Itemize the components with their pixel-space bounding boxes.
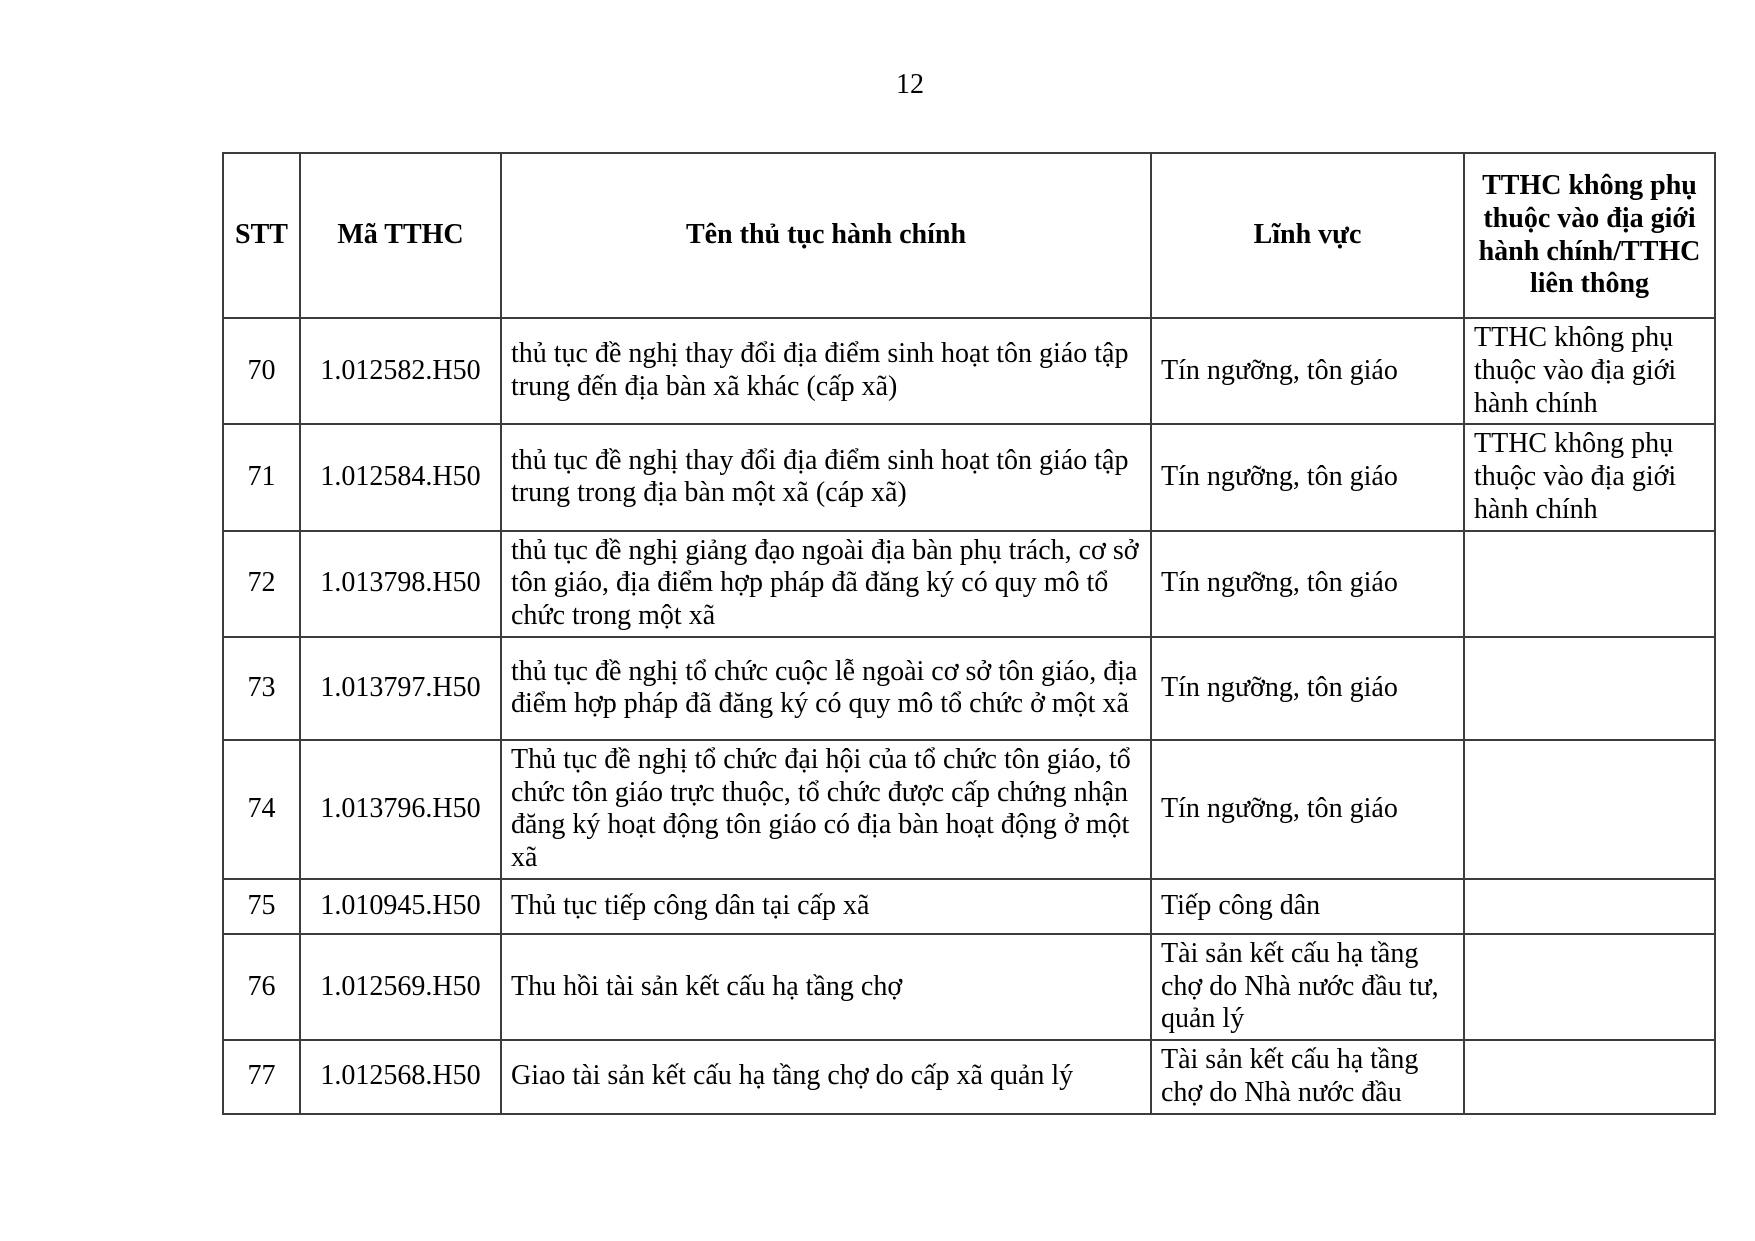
- cell-stt: 75: [223, 879, 300, 934]
- cell-tthc-note: [1464, 531, 1715, 637]
- cell-ma-tthc: 1.012584.H50: [300, 424, 501, 530]
- cell-ma-tthc: 1.013796.H50: [300, 740, 501, 879]
- cell-stt: 73: [223, 637, 300, 740]
- cell-linh-vuc: Tín ngưỡng, tôn giáo: [1151, 637, 1464, 740]
- table-row: [223, 637, 1715, 740]
- cell-ten-tthc: thủ tục đề nghị giảng đạo ngoài địa bàn phụ trách, cơ sở tôn giáo, địa điểm hợp pháp đã đăng ký có quy mô tổ chức trong một xã: [501, 531, 1151, 637]
- cell-ten-tthc: Thủ tục tiếp công dân tại cấp xã: [501, 879, 1151, 934]
- cell-ma-tthc: 1.013797.H50: [300, 637, 501, 740]
- cell-ma-tthc: 1.012582.H50: [300, 318, 501, 424]
- column-header-tthc-note: TTHC không phụ thuộc vào địa giới hành chính/TTHC liên thông: [1464, 153, 1715, 318]
- column-header-stt: STT: [223, 153, 300, 318]
- cell-tthc-note: [1464, 740, 1715, 879]
- cell-stt: 72: [223, 531, 300, 637]
- table-row: [223, 531, 1715, 637]
- cell-ten-tthc: Thủ tục đề nghị tổ chức đại hội của tổ chức tôn giáo, tổ chức tôn giáo trực thuộc, tổ chức được cấp chứng nhận đăng ký hoạt động tôn giáo có địa bàn hoạt động ở một xã: [501, 740, 1151, 879]
- cell-ten-tthc: thủ tục đề nghị thay đổi địa điểm sinh hoạt tôn giáo tập trung trong địa bàn một xã (cáp xã): [501, 424, 1151, 530]
- cell-tthc-note: [1464, 934, 1715, 1040]
- cell-tthc-note: TTHC không phụ thuộc vào địa giới hành chính: [1464, 424, 1715, 530]
- cell-linh-vuc: Tín ngưỡng, tôn giáo: [1151, 531, 1464, 637]
- cell-tthc-note: [1464, 1040, 1715, 1114]
- cell-stt: 77: [223, 1040, 300, 1114]
- cell-tthc-note: [1464, 637, 1715, 740]
- cell-ten-tthc: thủ tục đề nghị thay đổi địa điểm sinh hoạt tôn giáo tập trung đến địa bàn xã khác (cấp xã): [501, 318, 1151, 424]
- cell-stt: 74: [223, 740, 300, 879]
- column-header-ten-tthc: Tên thủ tục hành chính: [501, 153, 1151, 318]
- table-row: [223, 318, 1715, 424]
- cell-tthc-note: TTHC không phụ thuộc vào địa giới hành chính: [1464, 318, 1715, 424]
- cell-ten-tthc: Giao tài sản kết cấu hạ tầng chợ do cấp xã quản lý: [501, 1040, 1151, 1114]
- cell-stt: 76: [223, 934, 300, 1040]
- cell-linh-vuc: Tài sản kết cấu hạ tầng chợ do Nhà nước đầu tư, quản lý: [1151, 934, 1464, 1040]
- table-row: [223, 740, 1715, 879]
- cell-ma-tthc: 1.010945.H50: [300, 879, 501, 934]
- procedures-table: [222, 152, 1716, 1115]
- cell-linh-vuc: Tài sản kết cấu hạ tầng chợ do Nhà nước đầu: [1151, 1040, 1464, 1114]
- cell-stt: 71: [223, 424, 300, 530]
- cell-linh-vuc: Tín ngưỡng, tôn giáo: [1151, 424, 1464, 530]
- cell-tthc-note: [1464, 879, 1715, 934]
- cell-stt: 70: [223, 318, 300, 424]
- column-header-linh-vuc: Lĩnh vực: [1151, 153, 1464, 318]
- cell-linh-vuc: Tín ngưỡng, tôn giáo: [1151, 318, 1464, 424]
- cell-ten-tthc: Thu hồi tài sản kết cấu hạ tầng chợ: [501, 934, 1151, 1040]
- table-row: [223, 934, 1715, 1040]
- cell-ma-tthc: 1.013798.H50: [300, 531, 501, 637]
- cell-linh-vuc: Tiếp công dân: [1151, 879, 1464, 934]
- table-row: [223, 879, 1715, 934]
- cell-ten-tthc: thủ tục đề nghị tổ chức cuộc lễ ngoài cơ sở tôn giáo, địa điểm hợp pháp đã đăng ký có quy mô tổ chức ở một xã: [501, 637, 1151, 740]
- cell-linh-vuc: Tín ngưỡng, tôn giáo: [1151, 740, 1464, 879]
- table-row: [223, 1040, 1715, 1114]
- page-number: 12: [896, 69, 924, 100]
- table-row: [223, 424, 1715, 530]
- cell-ma-tthc: 1.012568.H50: [300, 1040, 501, 1114]
- column-header-ma-tthc: Mã TTHC: [300, 153, 501, 318]
- table-header-row: [223, 153, 1715, 318]
- cell-ma-tthc: 1.012569.H50: [300, 934, 501, 1040]
